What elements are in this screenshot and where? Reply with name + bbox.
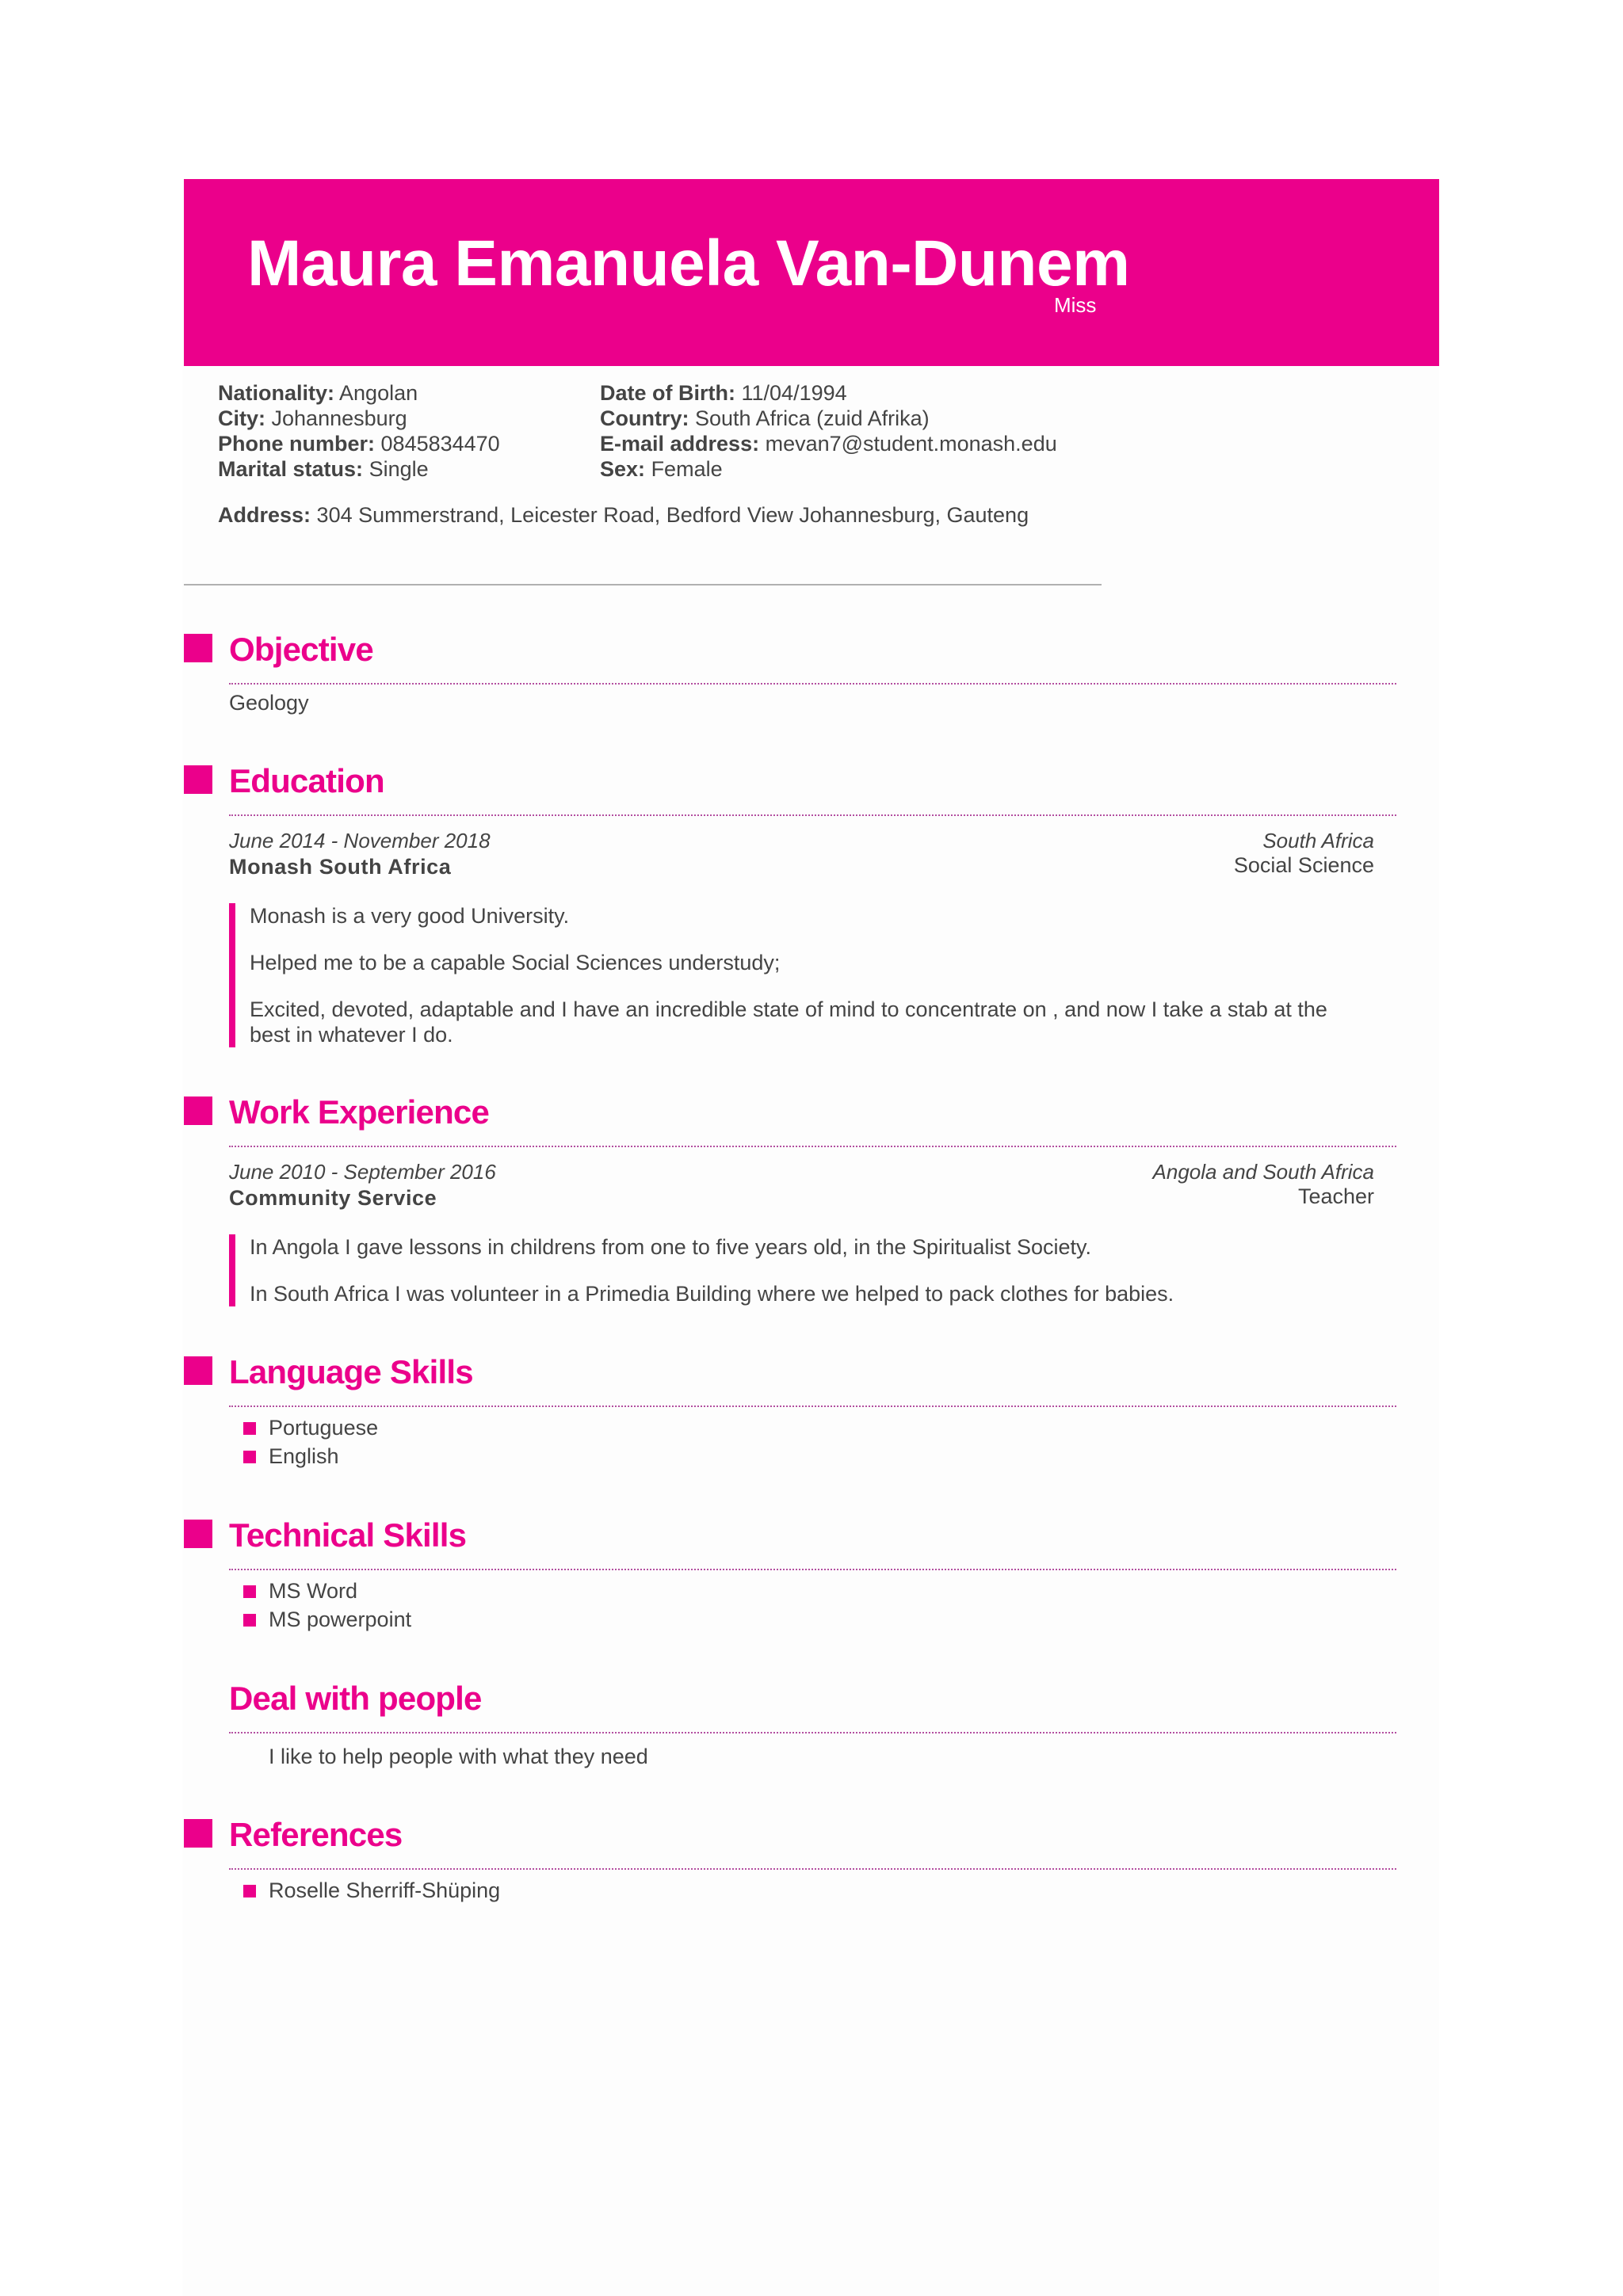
field-label: Date of Birth: xyxy=(600,381,735,405)
field-label: Address: xyxy=(218,503,311,527)
square-bullet-icon xyxy=(184,1520,212,1548)
section-title: Objective xyxy=(229,631,373,668)
field-value: Angolan xyxy=(339,381,418,405)
work-date: June 2010 - September 2016 xyxy=(229,1160,496,1184)
square-bullet-icon xyxy=(243,1451,256,1463)
work-position: Teacher xyxy=(1297,1184,1374,1208)
section-title: Education xyxy=(229,762,384,799)
list-item xyxy=(243,1413,378,1442)
square-bullet-icon xyxy=(184,634,212,662)
language-list xyxy=(243,1413,378,1470)
field-label: Country: xyxy=(600,406,689,430)
list-item-label: Portuguese xyxy=(269,1416,379,1440)
field-value: 11/04/1994 xyxy=(741,381,847,405)
field-value: 304 Summerstrand, Leicester Road, Bedford View Johannesburg, Gauteng xyxy=(316,503,1029,527)
references-list xyxy=(243,1876,500,1905)
square-bullet-icon xyxy=(243,1422,256,1435)
square-bullet-icon xyxy=(184,1356,212,1385)
section-title: Deal with people xyxy=(229,1680,482,1717)
list-item-label: MS powerpoint xyxy=(269,1608,412,1631)
section-divider xyxy=(229,1569,1396,1570)
field-label: City: xyxy=(218,406,265,430)
work-location: Angola and South Africa xyxy=(1152,1160,1374,1184)
list-item-label: MS Word xyxy=(269,1579,358,1603)
field-value: Johannesburg xyxy=(271,406,407,430)
date-of-birth-row xyxy=(600,380,1057,406)
description-paragraph: Monash is a very good University. xyxy=(250,904,570,928)
candidate-name: Maura Emanuela Van-Dunem xyxy=(247,227,1130,299)
email-row xyxy=(600,431,1057,456)
nationality-row xyxy=(218,380,500,406)
education-description xyxy=(229,903,1354,1047)
section-title: Technical Skills xyxy=(229,1516,467,1554)
list-item-label: English xyxy=(269,1444,339,1468)
field-value: South Africa (zuid Afrika) xyxy=(695,406,930,430)
section-title: References xyxy=(229,1816,403,1853)
field-label: Sex: xyxy=(600,457,646,481)
square-bullet-icon xyxy=(184,1819,212,1848)
education-date: June 2014 - November 2018 xyxy=(229,829,491,852)
section-divider xyxy=(229,683,1396,685)
list-item xyxy=(243,1577,411,1605)
marital-status-row xyxy=(218,456,500,482)
section-divider xyxy=(229,1146,1396,1147)
square-bullet-icon xyxy=(184,765,212,794)
email-value[interactable]: mevan7@student.monash.edu xyxy=(765,432,1057,456)
phone-row xyxy=(218,431,500,456)
list-item xyxy=(243,1442,378,1470)
personal-info-left xyxy=(218,380,500,482)
description-paragraph: In Angola I gave lessons in childrens from one to five years old, in the Spiritualist Society. xyxy=(250,1235,1092,1259)
header-band xyxy=(184,179,1439,366)
section-divider xyxy=(229,814,1396,816)
candidate-title: Miss xyxy=(1054,293,1097,317)
technical-list xyxy=(243,1577,411,1634)
education-institution: Monash South Africa xyxy=(229,855,452,879)
personal-info-right xyxy=(600,380,1057,482)
field-label: E-mail address: xyxy=(600,432,760,456)
description-paragraph: In South Africa I was volunteer in a Primedia Building where we helped to pack clothes for babies. xyxy=(250,1282,1174,1306)
section-title: Work Experience xyxy=(229,1093,490,1131)
field-label: Nationality: xyxy=(218,381,335,405)
country-row xyxy=(600,406,1057,431)
objective-text: Geology xyxy=(229,691,309,715)
sex-row xyxy=(600,456,1057,482)
square-bullet-icon xyxy=(184,1097,212,1125)
people-text: I like to help people with what they need xyxy=(269,1745,648,1768)
section-divider xyxy=(229,1405,1396,1407)
list-item-label: Roselle Sherriff-Shüping xyxy=(269,1878,501,1902)
list-item xyxy=(243,1605,411,1634)
field-value: Female xyxy=(651,457,723,481)
square-bullet-icon xyxy=(243,1614,256,1627)
description-paragraph: Helped me to be a capable Social Sciences understudy; xyxy=(250,951,781,974)
field-label: Phone number: xyxy=(218,432,376,456)
education-field: Social Science xyxy=(1233,853,1374,877)
address-row xyxy=(218,502,1029,528)
section-divider xyxy=(229,1868,1396,1870)
section-title: Language Skills xyxy=(229,1353,473,1390)
work-description xyxy=(229,1234,1354,1306)
field-value: Single xyxy=(369,457,429,481)
field-value: 0845834470 xyxy=(380,432,500,456)
description-paragraph: Excited, devoted, adaptable and I have an incredible state of mind to concentrate on , and now I take a stab at the best in whatever I do. xyxy=(250,997,1327,1047)
work-employer: Community Service xyxy=(229,1186,437,1210)
square-bullet-icon xyxy=(243,1885,256,1897)
city-row xyxy=(218,406,500,431)
field-label: Marital status: xyxy=(218,457,364,481)
header-divider xyxy=(184,584,1102,585)
section-divider xyxy=(229,1732,1396,1733)
square-bullet-icon xyxy=(243,1585,256,1598)
education-location: South Africa xyxy=(1262,829,1374,852)
list-item xyxy=(243,1876,500,1905)
